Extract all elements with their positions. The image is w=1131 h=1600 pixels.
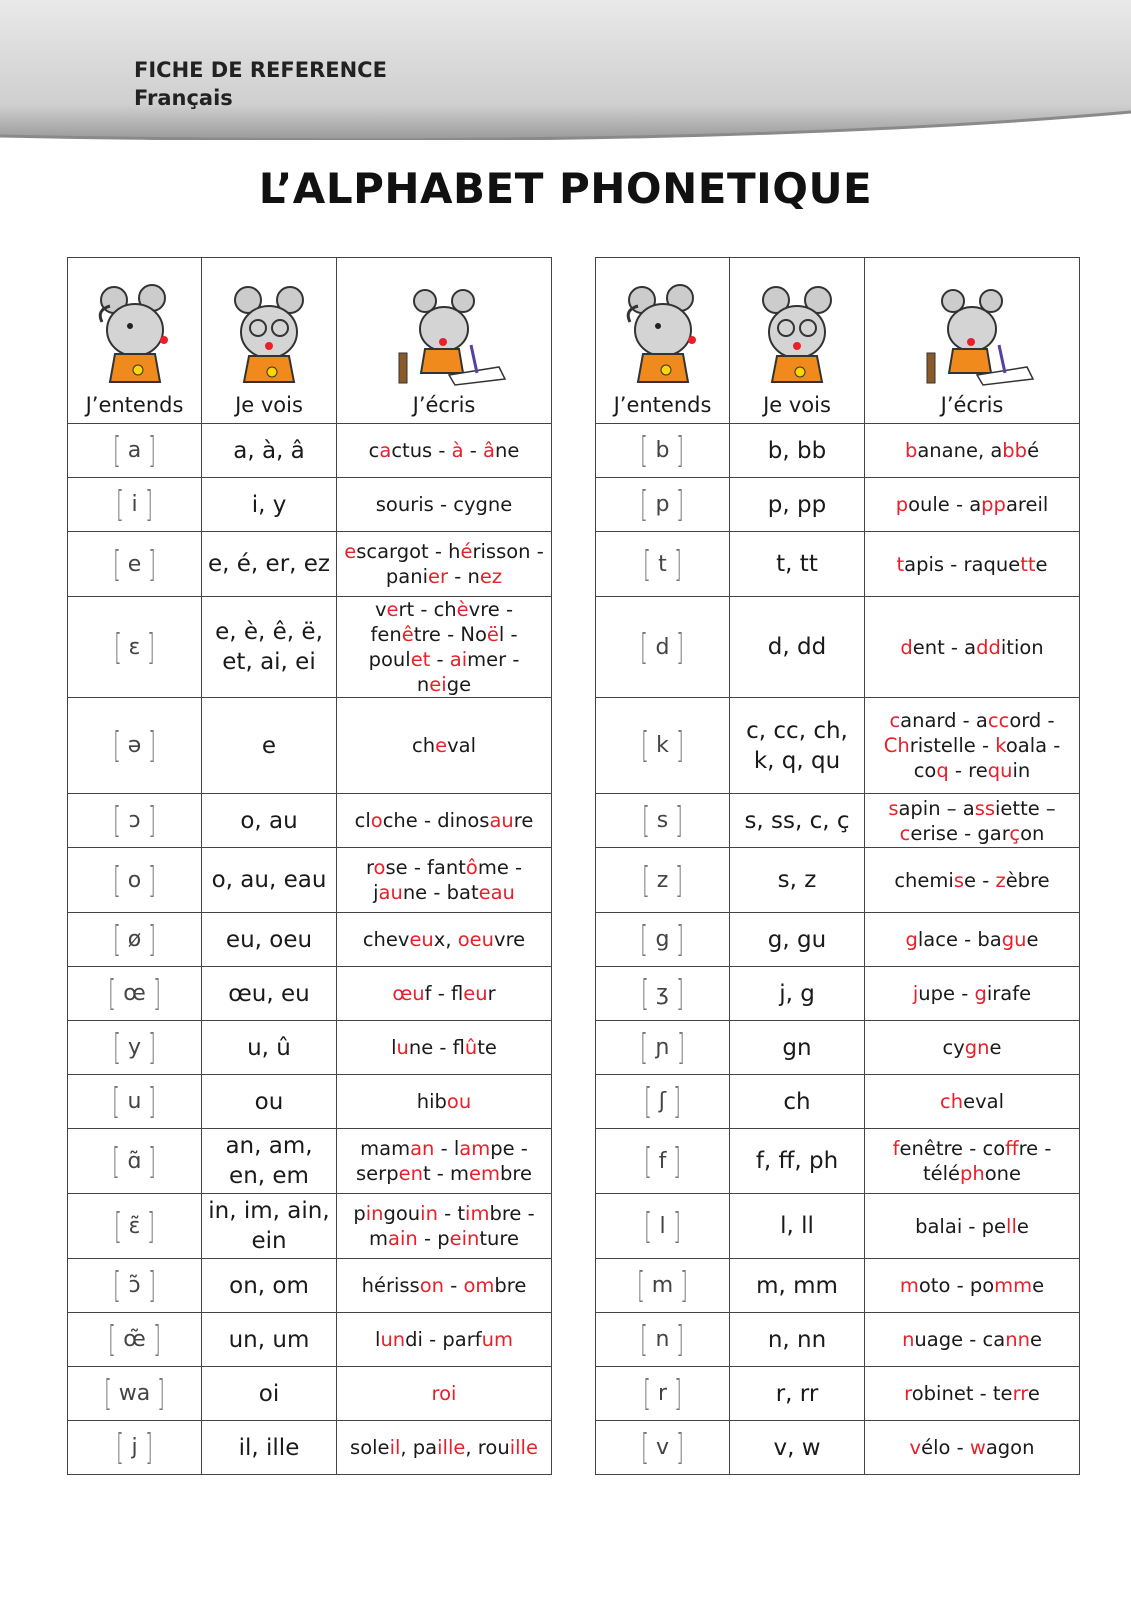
phoneme-symbol: [ ɔ ]	[113, 800, 156, 841]
example-words-cell: moto - pomme	[865, 1259, 1080, 1313]
mouse-listening-icon	[618, 282, 708, 387]
grapheme-cell: r, rr	[730, 1367, 865, 1421]
grapheme-cell: on, om	[202, 1259, 337, 1313]
header-listen-cell	[596, 258, 730, 424]
phoneme-cell	[596, 848, 730, 913]
phonetic-table-right	[595, 257, 1080, 1475]
phoneme-cell	[68, 967, 202, 1021]
phoneme-symbol: [ y ]	[113, 1027, 156, 1068]
header-listen-label: J’entends	[85, 393, 184, 417]
phoneme-cell	[596, 1421, 730, 1475]
grapheme-cell: g, gu	[730, 913, 865, 967]
grapheme-cell: b, bb	[730, 424, 865, 478]
example-words-cell: maman - lampe - serpent - membre	[337, 1129, 552, 1194]
table-row	[68, 1313, 552, 1367]
table-row	[68, 794, 552, 848]
phoneme-symbol: [ p ]	[640, 484, 685, 525]
example-words-cell: cheveux, oeuvre	[337, 913, 552, 967]
phoneme-cell	[596, 1259, 730, 1313]
example-words-cell: fenêtre - coffre - téléphone	[865, 1129, 1080, 1194]
header-see-cell	[730, 258, 865, 424]
phoneme-cell	[68, 1313, 202, 1367]
phoneme-cell	[596, 597, 730, 698]
phoneme-symbol: [ f ]	[643, 1140, 682, 1182]
table-row	[68, 478, 552, 532]
example-words-cell: poule - appareil	[865, 478, 1080, 532]
phoneme-cell	[68, 597, 202, 698]
grapheme-cell: o, au	[202, 794, 337, 848]
grapheme-cell: d, dd	[730, 597, 865, 698]
phoneme-symbol: [ ʒ ]	[641, 973, 684, 1014]
example-words-cell: rose - fantôme - jaune - bateau	[337, 848, 552, 913]
header-write-cell	[865, 258, 1080, 424]
example-words-cell: lundi - parfum	[337, 1313, 552, 1367]
phoneme-symbol: [ ø ]	[112, 919, 157, 960]
phoneme-cell	[596, 794, 730, 848]
table-row	[596, 1129, 1080, 1194]
phoneme-symbol: [ v ]	[641, 1427, 684, 1468]
phoneme-cell	[596, 1194, 730, 1259]
example-words-cell: tapis - raquette	[865, 532, 1080, 597]
table-row	[596, 794, 1080, 848]
example-words-cell: chemise - zèbre	[865, 848, 1080, 913]
example-words-cell: pingouin - timbre - main - peinture	[337, 1194, 552, 1259]
table-row	[68, 1367, 552, 1421]
example-words-cell: cheval	[865, 1075, 1080, 1129]
table-row	[68, 1075, 552, 1129]
table-row	[68, 1421, 552, 1475]
phoneme-symbol: [ j ]	[116, 1427, 153, 1468]
example-words-cell: soleil, paille, rouille	[337, 1421, 552, 1475]
phoneme-symbol: [ b ]	[640, 430, 685, 471]
grapheme-cell: il, ille	[202, 1421, 337, 1475]
example-words-cell: nuage - canne	[865, 1313, 1080, 1367]
grapheme-cell: m, mm	[730, 1259, 865, 1313]
header-line-2: Français	[134, 86, 233, 110]
grapheme-cell: l, ll	[730, 1194, 865, 1259]
mouse-seeing-icon	[752, 282, 842, 387]
phoneme-symbol: [ g ]	[640, 919, 685, 960]
phoneme-symbol: [ e ]	[112, 543, 157, 585]
phoneme-cell	[68, 913, 202, 967]
phoneme-symbol: [ ɔ̃ ]	[113, 1265, 156, 1306]
phoneme-symbol: [ i ]	[116, 484, 153, 525]
example-words-cell: cheval	[337, 698, 552, 794]
table-row	[596, 913, 1080, 967]
table-row	[596, 967, 1080, 1021]
example-words-cell: œuf - fleur	[337, 967, 552, 1021]
table-row	[596, 1021, 1080, 1075]
phoneme-symbol: [ t ]	[643, 543, 682, 585]
table-header-row	[596, 258, 1080, 424]
header-write-label: J’écris	[940, 393, 1004, 417]
grapheme-cell: n, nn	[730, 1313, 865, 1367]
grapheme-cell: c, cc, ch, k, q, qu	[730, 698, 865, 794]
grapheme-cell: e, é, er, ez	[202, 532, 337, 597]
header-line-1: FICHE DE REFERENCE	[134, 58, 387, 82]
grapheme-cell: œu, eu	[202, 967, 337, 1021]
grapheme-cell: t, tt	[730, 532, 865, 597]
phoneme-symbol: [ u ]	[112, 1081, 157, 1122]
table-row	[68, 532, 552, 597]
table-row	[596, 478, 1080, 532]
table-header-row	[68, 258, 552, 424]
table-row	[596, 424, 1080, 478]
phoneme-cell	[596, 424, 730, 478]
table-row	[68, 913, 552, 967]
header-see-label: Je vois	[763, 393, 831, 417]
table-row	[596, 1421, 1080, 1475]
example-words-cell: banane, abbé	[865, 424, 1080, 478]
example-words-cell: hibou	[337, 1075, 552, 1129]
example-words-cell: sapin – assiette – cerise - garçon	[865, 794, 1080, 848]
phoneme-symbol: [ œ ]	[108, 973, 161, 1014]
grapheme-cell: u, û	[202, 1021, 337, 1075]
header-text	[134, 56, 387, 112]
phonetic-table-left	[67, 257, 552, 1475]
grapheme-cell: eu, oeu	[202, 913, 337, 967]
grapheme-cell: s, z	[730, 848, 865, 913]
grapheme-cell: un, um	[202, 1313, 337, 1367]
example-words-cell: souris - cygne	[337, 478, 552, 532]
mouse-writing-icon	[907, 287, 1037, 387]
grapheme-cell: oi	[202, 1367, 337, 1421]
phoneme-cell	[68, 1075, 202, 1129]
phoneme-cell	[68, 424, 202, 478]
table-row	[68, 1129, 552, 1194]
phoneme-symbol: [ d ]	[640, 626, 685, 668]
table-row	[68, 1194, 552, 1259]
phoneme-symbol: [ m ]	[636, 1265, 689, 1306]
table-row	[68, 1259, 552, 1313]
phoneme-cell	[596, 913, 730, 967]
phoneme-symbol: [ z ]	[641, 859, 684, 901]
table-row	[596, 532, 1080, 597]
phoneme-symbol: [ œ̃ ]	[108, 1319, 161, 1360]
phoneme-cell	[68, 478, 202, 532]
table-row	[596, 597, 1080, 698]
header-listen-label: J’entends	[613, 393, 712, 417]
grapheme-cell: i, y	[202, 478, 337, 532]
phoneme-cell	[596, 698, 730, 794]
example-words-cell: cloche - dinosaure	[337, 794, 552, 848]
header-listen-cell	[68, 258, 202, 424]
phoneme-cell	[68, 532, 202, 597]
phoneme-symbol: [ k ]	[641, 725, 684, 766]
mouse-writing-icon	[379, 287, 509, 387]
phoneme-cell	[596, 1313, 730, 1367]
mouse-seeing-icon	[224, 282, 314, 387]
table-row	[596, 1194, 1080, 1259]
phoneme-cell	[68, 1194, 202, 1259]
grapheme-cell: in, im, ain, ein	[202, 1194, 337, 1259]
phoneme-symbol: [ o ]	[112, 859, 157, 901]
phoneme-cell	[68, 1259, 202, 1313]
example-words-cell: canard - accord - Christelle - koala - coq - requin	[865, 698, 1080, 794]
phoneme-symbol: [ r ]	[643, 1373, 682, 1414]
phoneme-symbol: [ ɛ̃ ]	[113, 1205, 156, 1247]
phoneme-cell	[596, 478, 730, 532]
phoneme-symbol: [ n ]	[640, 1319, 685, 1360]
grapheme-cell: f, ff, ph	[730, 1129, 865, 1194]
example-words-cell: glace - bague	[865, 913, 1080, 967]
header-see-cell	[202, 258, 337, 424]
example-words-cell: vélo - wagon	[865, 1421, 1080, 1475]
grapheme-cell: j, g	[730, 967, 865, 1021]
grapheme-cell: e, è, ê, ë, et, ai, ei	[202, 597, 337, 698]
table-row	[596, 1075, 1080, 1129]
phoneme-symbol: [ ʃ ]	[643, 1081, 682, 1122]
phoneme-symbol: [ s ]	[641, 800, 684, 841]
phoneme-symbol: [ a ]	[112, 430, 157, 471]
grapheme-cell: s, ss, c, ç	[730, 794, 865, 848]
table-row	[596, 698, 1080, 794]
table-row	[596, 848, 1080, 913]
phoneme-symbol: [ ɛ ]	[113, 626, 156, 668]
phoneme-symbol: [ wa ]	[103, 1373, 166, 1414]
table-row	[596, 1259, 1080, 1313]
phoneme-cell	[596, 1367, 730, 1421]
phoneme-symbol: [ ɲ ]	[640, 1027, 685, 1068]
example-words-cell: robinet - terre	[865, 1367, 1080, 1421]
page-title: L’ALPHABET PHONETIQUE	[258, 164, 873, 213]
grapheme-cell: gn	[730, 1021, 865, 1075]
grapheme-cell: an, am, en, em	[202, 1129, 337, 1194]
table-row	[596, 1367, 1080, 1421]
phoneme-cell	[68, 1021, 202, 1075]
grapheme-cell: p, pp	[730, 478, 865, 532]
grapheme-cell: ch	[730, 1075, 865, 1129]
mouse-listening-icon	[90, 282, 180, 387]
example-words-cell: cactus - à - âne	[337, 424, 552, 478]
phoneme-cell	[68, 1129, 202, 1194]
example-words-cell: lune - flûte	[337, 1021, 552, 1075]
example-words-cell: vert - chèvre - fenêtre - Noël - poulet - aimer - neige	[337, 597, 552, 698]
phoneme-cell	[68, 1367, 202, 1421]
example-words-cell: hérisson - ombre	[337, 1259, 552, 1313]
phoneme-cell	[68, 698, 202, 794]
phoneme-symbol: [ l ]	[644, 1205, 681, 1247]
table-row	[68, 597, 552, 698]
table-row	[68, 1021, 552, 1075]
grapheme-cell: a, à, â	[202, 424, 337, 478]
table-row	[596, 1313, 1080, 1367]
phoneme-cell	[596, 967, 730, 1021]
example-words-cell: escargot - hérisson - panier - nez	[337, 532, 552, 597]
phoneme-cell	[68, 1421, 202, 1475]
phoneme-symbol: [ ɑ̃ ]	[112, 1140, 157, 1182]
header-write-label: J’écris	[412, 393, 476, 417]
example-words-cell: dent - addition	[865, 597, 1080, 698]
phoneme-cell	[68, 848, 202, 913]
example-words-cell: balai - pelle	[865, 1194, 1080, 1259]
grapheme-cell: e	[202, 698, 337, 794]
example-words-cell: roi	[337, 1367, 552, 1421]
phoneme-cell	[596, 1075, 730, 1129]
table-row	[68, 424, 552, 478]
phoneme-symbol: [ ə ]	[112, 725, 157, 766]
header-banner	[0, 0, 1131, 140]
phoneme-cell	[596, 1129, 730, 1194]
grapheme-cell: ou	[202, 1075, 337, 1129]
phoneme-cell	[596, 532, 730, 597]
table-row	[68, 698, 552, 794]
header-see-label: Je vois	[235, 393, 303, 417]
phoneme-cell	[68, 794, 202, 848]
grapheme-cell: v, w	[730, 1421, 865, 1475]
header-write-cell	[337, 258, 552, 424]
phoneme-cell	[596, 1021, 730, 1075]
example-words-cell: cygne	[865, 1021, 1080, 1075]
table-row	[68, 848, 552, 913]
table-row	[68, 967, 552, 1021]
example-words-cell: jupe - girafe	[865, 967, 1080, 1021]
grapheme-cell: o, au, eau	[202, 848, 337, 913]
